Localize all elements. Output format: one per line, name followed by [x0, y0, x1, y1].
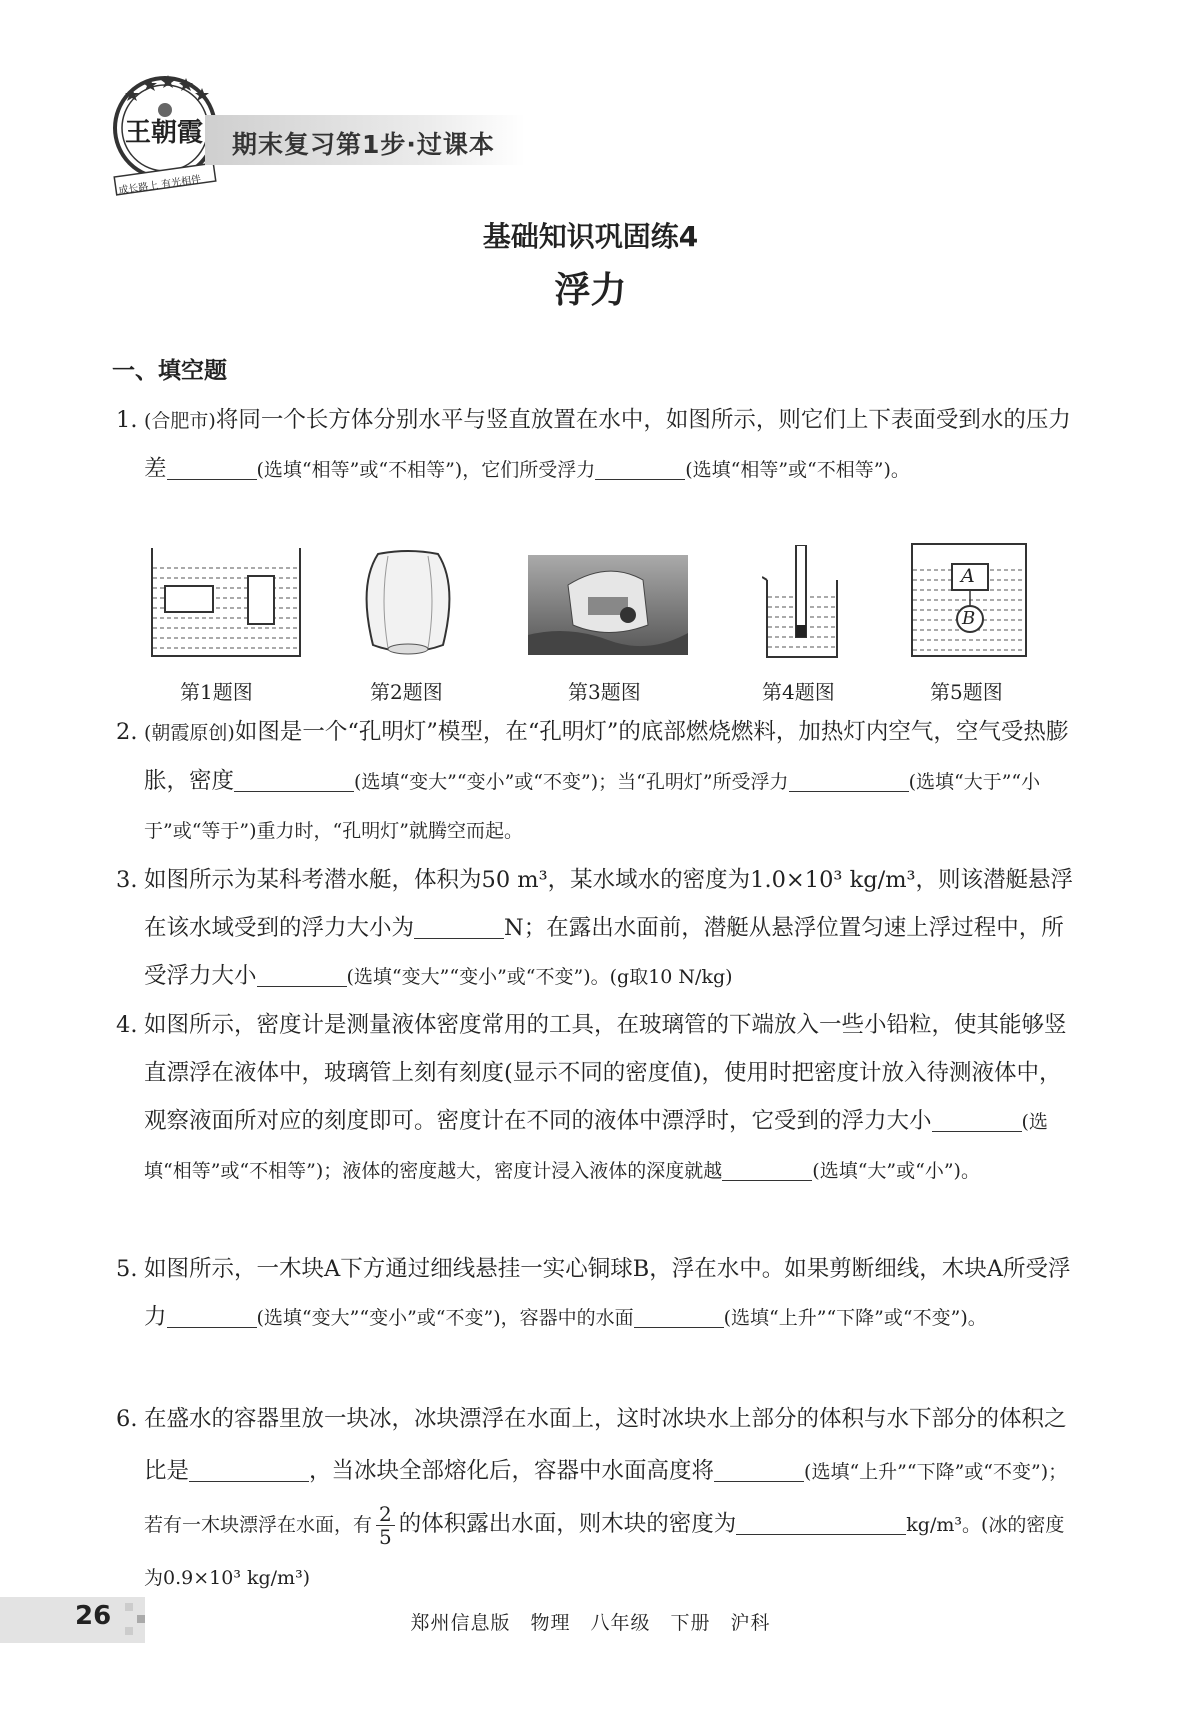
answer-blank[interactable]: [257, 962, 347, 987]
figure-caption-2: 第2题图: [370, 680, 443, 704]
figure-caption-3: 第3题图: [568, 680, 641, 704]
banner-title: 期末复习第1步·过课本: [232, 130, 495, 159]
figure-2: [358, 550, 458, 666]
answer-blank[interactable]: [789, 767, 909, 792]
question-text: (选填“变大”“变小”或“不变”)，容器中的水面: [256, 1307, 634, 1329]
answer-blank[interactable]: [722, 1156, 812, 1181]
question-text: (选填“变大”“变小”或“不变”)；当“孔明灯”所受浮力: [354, 771, 789, 793]
question-number: 4.: [116, 1012, 138, 1038]
figure-1: [150, 548, 305, 662]
question-text: (选填“相等”或“不相等”)，它们所受浮力: [256, 459, 596, 481]
question-4: [116, 1001, 1076, 1195]
answer-blank[interactable]: [167, 1303, 257, 1328]
fraction-numerator: 2: [376, 1503, 395, 1526]
footer-info: 郑州信息版 物理 八年级 下册 沪科: [410, 1612, 771, 1634]
logo-text: 王朝霞: [125, 118, 204, 148]
question-number: 6.: [116, 1406, 138, 1432]
question-number: 3.: [116, 867, 138, 893]
section-heading: 一、填空题: [112, 358, 227, 384]
fraction: [376, 1503, 395, 1548]
label-a: A: [961, 565, 975, 587]
question-2: [116, 708, 1076, 855]
answer-blank[interactable]: [714, 1457, 804, 1482]
question-source: (朝霞原创): [144, 722, 235, 744]
logo-motto: 成长路上 有光相伴: [117, 174, 202, 197]
question-text: (选填“上升”“下降”或“不变”)。: [723, 1307, 987, 1329]
figure-caption-5: 第5题图: [930, 680, 1003, 704]
question-text: kg/m³。(冰的密度为0.9×10³ kg/m³): [144, 1514, 1065, 1589]
answer-blank[interactable]: [189, 1457, 309, 1482]
question-text: 在盛水的容器里放一块冰，冰块漂浮在水面上，这时冰块水上部分的体积与水下部分的体积之比是: [144, 1406, 1067, 1484]
answer-blank[interactable]: [736, 1510, 906, 1535]
question-number: 2.: [116, 719, 138, 745]
figure-caption-1: 第1题图: [180, 680, 253, 704]
question-text: (选填“相等”或“不相等”)；液体的密度越大，密度计浸入液体的深度就越: [144, 1111, 1048, 1182]
question-1: [116, 396, 1076, 494]
question-number: 5.: [116, 1256, 138, 1282]
question-text: (选填“大于”“小于”或“等于”)重力时，“孔明灯”就腾空而起。: [144, 771, 1041, 842]
label-b: B: [962, 608, 976, 629]
question-text: ，当冰块全部熔化后，容器中水面高度将: [309, 1458, 715, 1484]
answer-blank[interactable]: [634, 1303, 724, 1328]
question-text: (选填“变大”“变小”或“不变”)。(g取10 N/kg): [346, 966, 733, 988]
page-number: 26: [75, 1601, 112, 1631]
question-text: 如图所示为某科考潜水艇，体积为50 m³，某水域水的密度为1.0×10³ kg/m³，则该潜艇悬浮在该水域受到的浮力大小为: [144, 867, 1074, 941]
question-5: [116, 1245, 1076, 1342]
answer-blank[interactable]: [595, 455, 685, 480]
question-text: 如图所示，一木块A下方通过细线悬挂一实心铜球B，浮在水中。如果剪断细线，木块A所受浮力: [144, 1256, 1071, 1330]
answer-blank[interactable]: [932, 1107, 1022, 1132]
question-text: 如图是一个“孔明灯”模型，在“孔明灯”的底部燃烧燃料，加热灯内空气，空气受热膨胀，密度: [144, 719, 1069, 794]
question-text: 将同一个长方体分别水平与竖直放置在水中，如图所示，则它们上下表面受到水的压力差: [144, 407, 1071, 482]
answer-blank[interactable]: [414, 914, 504, 939]
figure-4: [762, 545, 842, 664]
question-text: 的体积露出水面，则木块的密度为: [398, 1511, 737, 1537]
question-text: 如图所示，密度计是测量液体密度常用的工具，在玻璃管的下端放入一些小铅粒，使其能够竖直漂浮在液体中，玻璃管上刻有刻度(显示不同的密度值)，使用时把密度计放入待测液体中，观察液面所对应的刻度即可。密度计在不同的液体中漂浮时，它受到的浮力大小: [144, 1012, 1067, 1134]
answer-blank[interactable]: [234, 767, 354, 792]
question-text: N；在露出水面前，潜艇从悬浮位置匀速上浮过程中，所受浮力大小: [144, 915, 1064, 989]
fraction-denominator: 5: [379, 1524, 392, 1549]
question-text: (选填“大”或“小”)。: [812, 1160, 980, 1182]
answer-blank[interactable]: [167, 455, 257, 480]
figure-caption-4: 第4题图: [762, 680, 835, 704]
page-title: 基础知识巩固练4: [482, 220, 699, 253]
figure-3-photo: [528, 555, 688, 659]
question-number: 1.: [116, 407, 138, 433]
question-source: (合肥市): [144, 410, 216, 432]
page-subtitle: 浮力: [554, 270, 627, 311]
question-text: (选填“上升”“下降”或“不变”)；若有一木块漂浮在水面，有: [144, 1461, 1068, 1536]
question-6: [116, 1393, 1076, 1604]
question-3: [116, 856, 1076, 1001]
figure-5: [910, 542, 1030, 664]
question-text: (选填“相等”或“不相等”)。: [685, 459, 910, 481]
